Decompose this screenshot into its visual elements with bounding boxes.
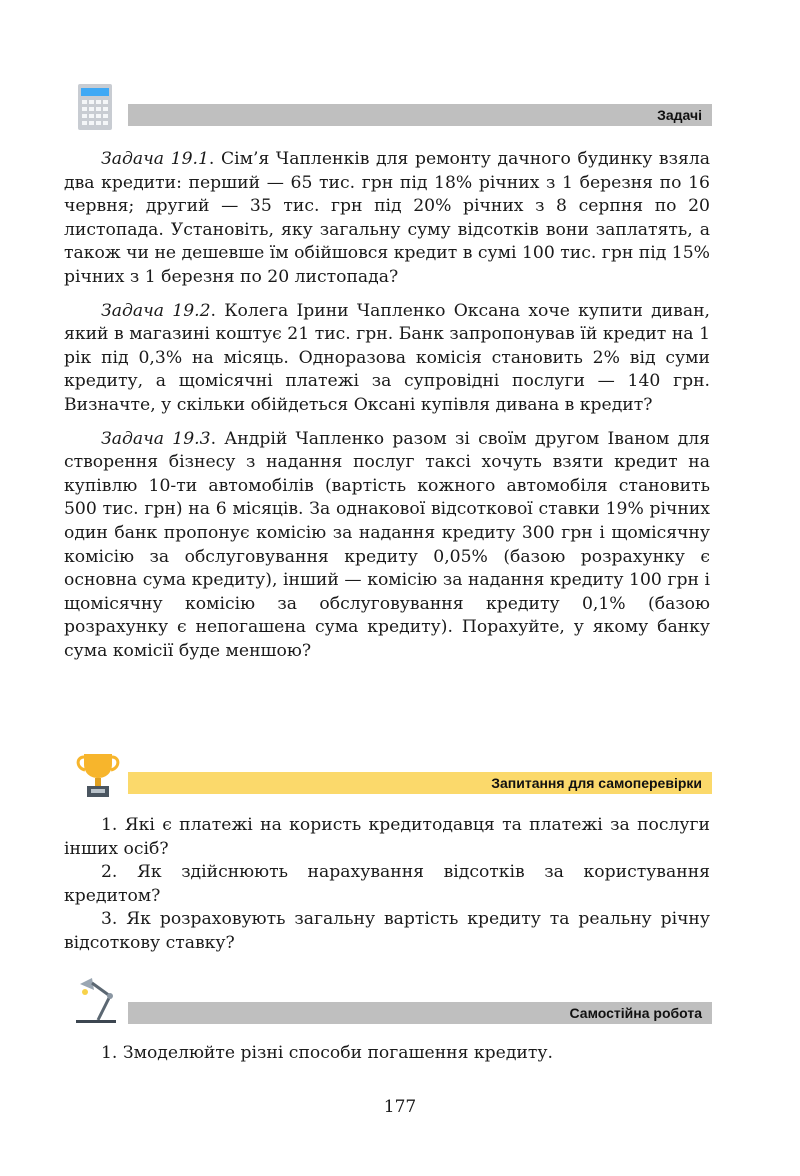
task-text: . Сім’я Чапленків для ремонту дачного будинку взяла два кредити: перший — 65 тис. грн під 18% річних з 1 березня по 16 червня; другий — 35 тис. грн під 20% річних з 8 серпня по 20 листопада. Установіть, яку загальну суму відсотків вони заплатять, а також чи не дешевше їм обійшовся кредит в сумі 100 тис. грн під 15% річних з 1 березня по 20 листопада? (64, 149, 710, 287)
independent-item: 1. Змоделюйте різні способи погашення кредиту. (101, 1043, 553, 1063)
task-text: . Андрій Чапленко разом зі своїм другом Іваном для створення бізнесу з надання послуг таксі хочуть взяти кредит на купівлю 10-ти автомобілів (вартість кожного автомобіля становить 500 тис. грн) на 6 місяців. За однакової відсоткової ставки 19% річних один банк пропонує комісію за надання кредиту 300 грн і щомісячну комісію за обслуговування кредиту 0,05% (базою розрахунку є основна сума кредиту), інший — комісію за надання кредиту 100 грн і щомісячну комісію за обслуговування кредиту 0,1% (базою розрахунку є непогашена сума кредиту). Порахуйте, у якому банку сума комісії буде меншою? (64, 428, 710, 661)
independent-block (64, 1042, 710, 1066)
task-text: . Колега Ірини Чапленко Оксана хоче купити диван, який в магазині коштує 21 тис. грн. Банк запропонував їй кредит на 1 рік під 0,3% на місяць. Одноразова комісія становить 2% від суми кредиту, а щомісячні платежі за супровідні послуги — 140 грн. Визначте, у скільки обійдеться Оксані купівля дивана в кредит? (64, 300, 710, 415)
task-19-1 (64, 148, 710, 290)
desk-lamp-icon (72, 970, 124, 1030)
task-label: Задача 19.3 (101, 428, 211, 449)
independent-section-title: Самостійна робота (128, 1002, 712, 1024)
page-number: 177 (383, 1097, 417, 1117)
question-item: 3. Як розраховують загальну вартість кредиту та реальну річну відсоткову ставку? (64, 909, 710, 953)
independent-section-header (72, 970, 712, 1030)
tasks-block (64, 148, 710, 663)
tasks-section-header (72, 72, 712, 132)
tasks-section-title: Задачі (128, 104, 712, 126)
calculator-icon (72, 72, 124, 132)
task-label: Задача 19.1 (101, 149, 209, 169)
task-19-3 (64, 428, 710, 664)
task-label: Задача 19.2 (101, 300, 211, 321)
selfcheck-section-header (72, 740, 712, 800)
trophy-icon (72, 740, 124, 800)
question-item: 1. Які є платежі на користь кредитодавця та платежі за послуги інших осіб? (64, 815, 710, 859)
question-item: 2. Як здійснюють нарахування відсотків за користування кредитом? (64, 862, 710, 906)
questions-block (64, 814, 710, 956)
task-19-2 (64, 300, 710, 418)
selfcheck-section-title: Запитання для самоперевірки (128, 772, 712, 794)
